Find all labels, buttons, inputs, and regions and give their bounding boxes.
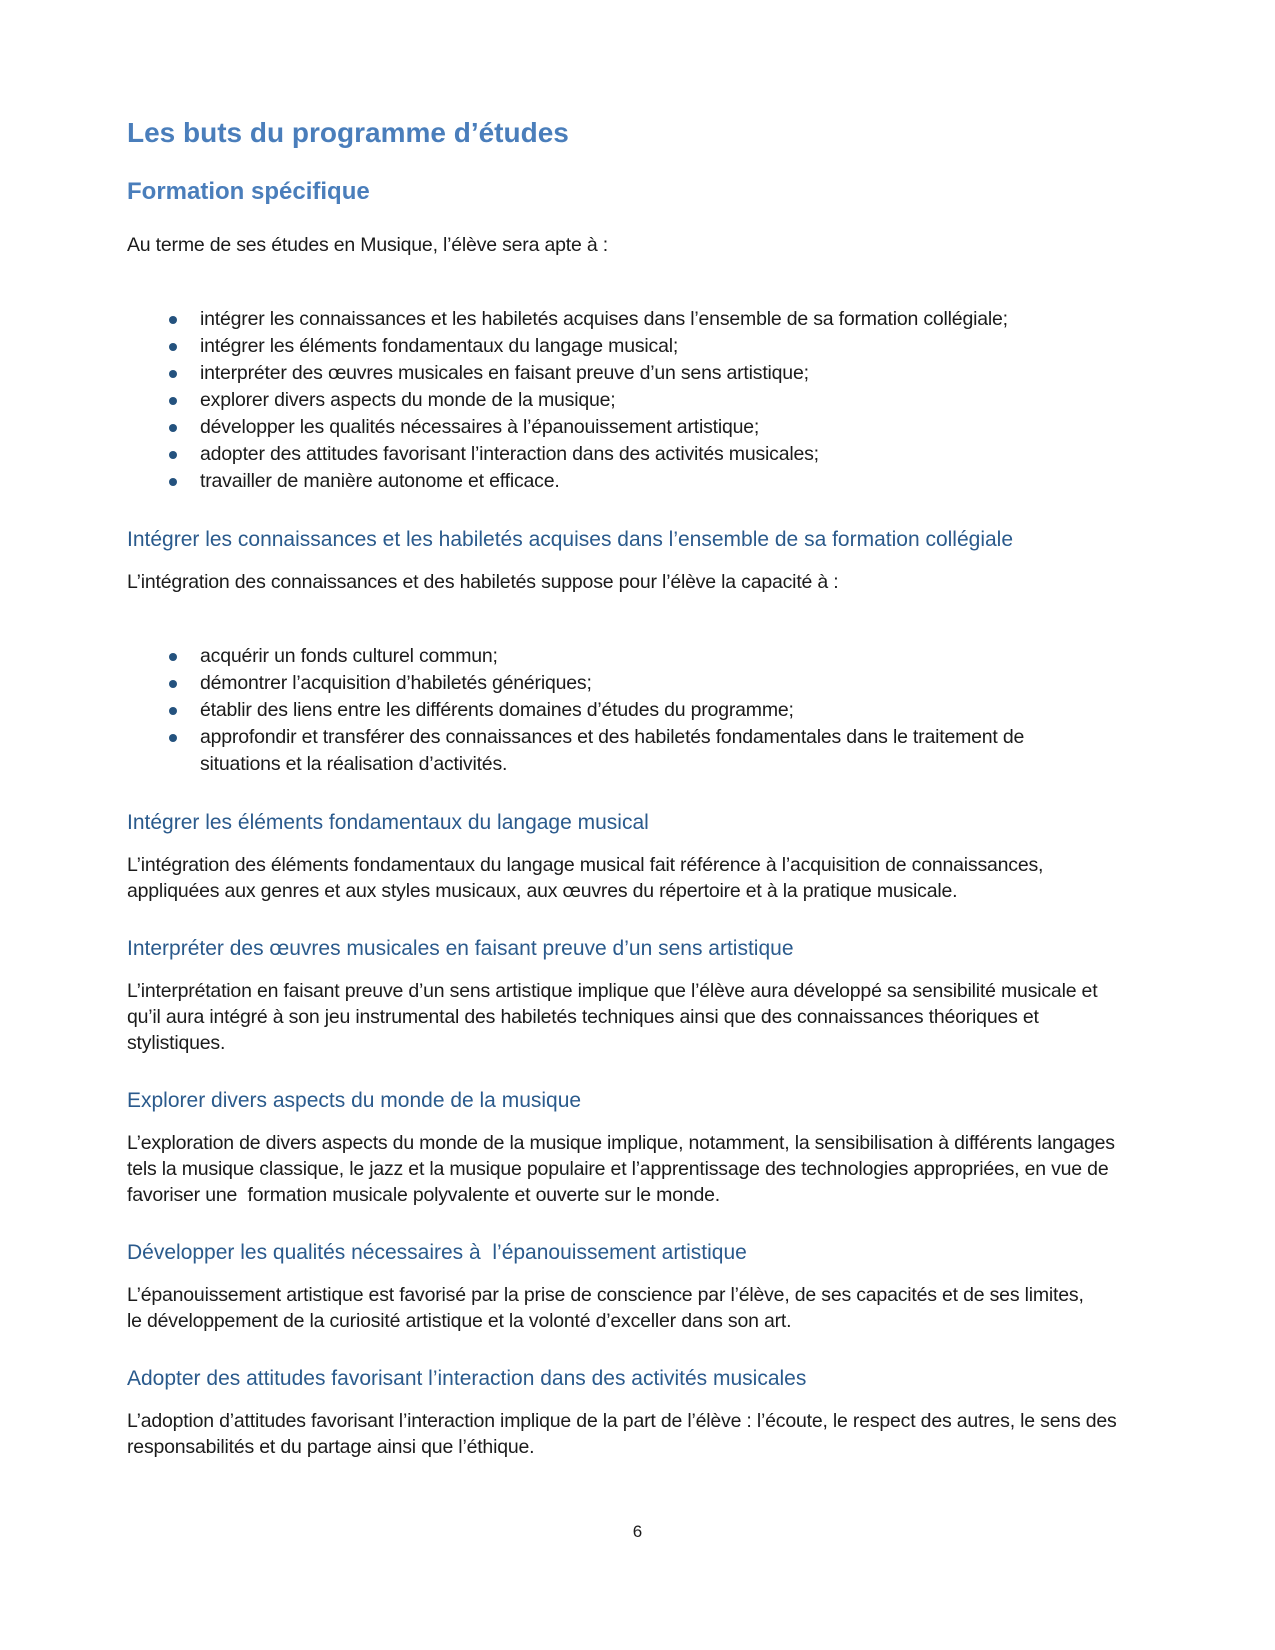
list-item: intégrer les connaissances et les habiletés acquises dans l’ensemble de sa formation collégiale; — [200, 306, 1080, 333]
section-integrer-connaissances — [127, 525, 1148, 778]
intro-paragraph: Au terme de ses études en Musique, l’élève sera apte à : — [127, 234, 608, 256]
section-heading: Explorer divers aspects du monde de la musique — [127, 1089, 582, 1112]
section-heading: Développer les qualités nécessaires à l’épanouissement artistique — [127, 1241, 747, 1264]
list-item: explorer divers aspects du monde de la musique; — [200, 387, 1080, 414]
section-heading: Intégrer les éléments fondamentaux du langage musical — [127, 811, 649, 834]
section-heading: Adopter des attitudes favorisant l’interaction dans des activités musicales — [127, 1367, 807, 1390]
list-item: travailler de manière autonome et efficace. — [200, 468, 1080, 495]
section-adopter-attitudes — [127, 1364, 1148, 1460]
list-item: acquérir un fonds culturel commun; — [200, 643, 1080, 670]
spacer — [127, 621, 1148, 643]
list-item: démontrer l’acquisition d’habiletés génériques; — [200, 670, 1080, 697]
section-integrer-elements — [127, 808, 1148, 904]
spacer — [127, 284, 1148, 306]
section-interpreter-oeuvres — [127, 934, 1148, 1056]
page-number: 6 — [632, 1522, 643, 1541]
list-item: développer les qualités nécessaires à l’épanouissement artistique; — [200, 414, 1080, 441]
subtitle-formation-specifique: Formation spécifique — [127, 178, 370, 205]
section-developper-qualites — [127, 1238, 1148, 1334]
section-paragraph: L’adoption d’attitudes favorisant l’interaction implique de la part de l’élève : l’écoute, le respect des autres, le sens des responsabilités et du partage ainsi que l’éthique. — [127, 1410, 1122, 1458]
list-item: approfondir et transférer des connaissances et des habiletés fondamentales dans le traitement de situations et la réalisation d’activités. — [200, 724, 1080, 778]
list-item: intégrer les éléments fondamentaux du langage musical; — [200, 333, 1080, 360]
section-paragraph: L’intégration des connaissances et des habiletés suppose pour l’élève la capacité à : — [127, 571, 839, 593]
section-bullet-list — [127, 643, 1080, 778]
section-paragraph: L’épanouissement artistique est favorisé par la prise de conscience par l’élève, de ses capacités et de ses limites, le développement de la curiosité artistique et la volonté d’exceller dans son art. — [127, 1284, 1089, 1332]
list-item: interpréter des œuvres musicales en faisant preuve d’un sens artistique; — [200, 360, 1080, 387]
list-item: établir des liens entre les différents domaines d’études du programme; — [200, 697, 1080, 724]
list-item: adopter des attitudes favorisant l’interaction dans des activités musicales; — [200, 441, 1080, 468]
intro-bullet-list — [127, 306, 1080, 495]
section-paragraph: L’exploration de divers aspects du monde de la musique implique, notamment, la sensibilisation à différents langages tels la musique classique, le jazz et la musique populaire et l’apprentissage des technologies appropriées, en vue de favoriser une formation musicale polyvalente et ouverte sur le monde. — [127, 1132, 1121, 1206]
page-title: Les buts du programme d’études — [127, 117, 569, 148]
section-paragraph: L’intégration des éléments fondamentaux du langage musical fait référence à l’acquisition de connaissances, appliquées aux genres et aux styles musicaux, aux œuvres du répertoire et à la pratique musicale. — [127, 854, 1049, 902]
section-paragraph: L’interprétation en faisant preuve d’un sens artistique implique que l’élève aura développé sa sensibilité musicale et qu’il aura intégré à son jeu instrumental des habiletés techniques ainsi que des connaissances théoriques et stylistiques. — [127, 980, 1103, 1054]
section-heading: Intégrer les connaissances et les habiletés acquises dans l’ensemble de sa formation collégiale — [127, 528, 1014, 551]
section-explorer-aspects — [127, 1086, 1148, 1208]
section-heading: Interpréter des œuvres musicales en faisant preuve d’un sens artistique — [127, 937, 794, 960]
